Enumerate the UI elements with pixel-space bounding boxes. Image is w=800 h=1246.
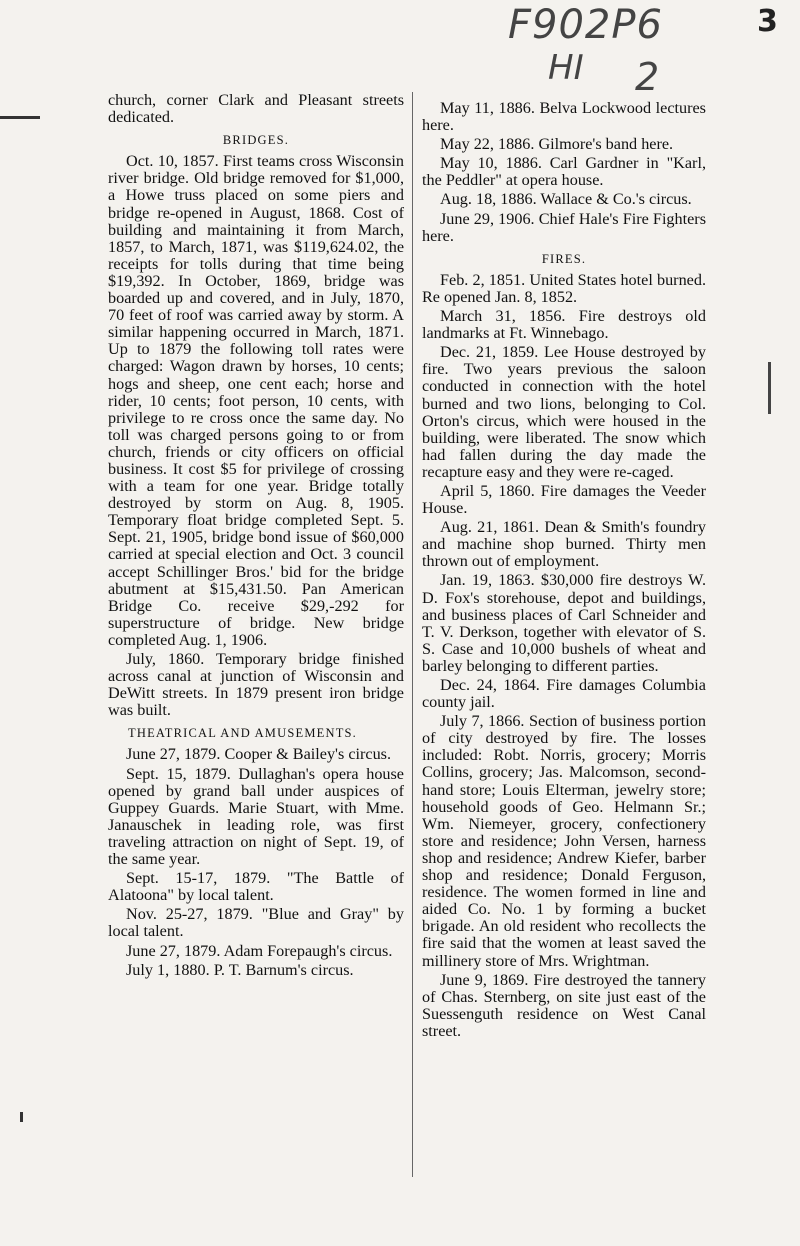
paragraph: Sept. 15-17, 1879. "The Battle of Alatoona" by local talent. — [108, 869, 404, 905]
paragraph: March 31, 1856. Fire destroys old landmarks at Ft. Winnebago. — [422, 307, 706, 343]
handwritten-number: 2 — [635, 55, 660, 99]
section-heading-theatrical: THEATRICAL AND AMUSEMENTS. — [128, 726, 358, 741]
handwritten-reference: F902P6 — [508, 2, 663, 48]
column-divider — [412, 92, 413, 1177]
paragraph: Oct. 10, 1857. First teams cross Wisconsin river bridge. Old bridge removed for $1,000, a Howe truss placed on some piers and bridge re-opened in August, 1868. Cost of building and maintaining it from March, 1857, to March, 1871, was $119,624.02, the receipts for tolls during that time being $19,392. In October, 1869, bridge was boarded up and covered, and in July, 1870, 70 feet of roof was carried away by storm. A similar happening occurred in March, 1871. Up to 1879 the following toll rates were charged: Wagon drawn by horses, 10 cents; hogs and sheep, one cent each; horse and rider, 10 cents; foot person, 10 cents, with privilege to re cross once the same day. No toll was charged persons going to or from church, friends or city officers on official business. It cost $5 for privilege of crossing with a team for one year. Bridge totally destroyed by storm on Aug. 8, 1905. Temporary float bridge completed Sept. 5. Sept. 21, 1905, bridge bond issue of $60,000 carried at special election and Oct. 3 council accept Schillinger Bros.' bid for the bridge abutment at $15,431.50. Pan American Bridge Co. receive $29,-292 for superstructure of bridge. New bridge completed Aug. 1, 1906. — [108, 152, 404, 649]
paragraph: June 27, 1879. Adam Forepaugh's circus. — [126, 941, 393, 960]
paragraph: June 27, 1879. Cooper & Bailey's circus. — [126, 745, 392, 764]
paragraph: June 29, 1906. Chief Hale's Fire Fighters here. — [422, 209, 706, 245]
page-number: 3 — [757, 4, 778, 39]
section-heading-fires: FIRES. — [541, 251, 587, 266]
margin-mark — [0, 116, 40, 119]
paragraph: Feb. 2, 1851. United States hotel burned. Re opened Jan. 8, 1852. — [422, 270, 706, 306]
paragraph: Sept. 15, 1879. Dullaghan's opera house opened by grand ball under auspices of Guppey Guards. Marie Stuart, with Mme. Janauschek in leading role, was first traveling attraction on night of Sept. 19, of the same year. — [108, 764, 404, 869]
right-column — [422, 100, 706, 1042]
paragraph: July, 1860. Temporary bridge finished across canal at junction of Wisconsin and DeWitt streets. In 1879 present iron bridge was built. — [108, 650, 404, 720]
handwritten-code: HI — [548, 48, 584, 88]
paragraph: Jan. 19, 1863. $30,000 fire destroys W. D. Fox's storehouse, depot and buildings, and business places of Carl Schneider and T. V. Derkson, together with elevator of S. S. Case and 10,000 bushels of wheat and barley belonging to different parties. — [422, 571, 706, 675]
paragraph: church, corner Clark and Pleasant streets dedicated. — [108, 91, 404, 127]
paragraph: April 5, 1860. Fire damages the Veeder House. — [422, 481, 706, 518]
paragraph: June 9, 1869. Fire destroyed the tannery of Chas. Sternberg, on site just east of the Suessenguth residence on West Canal street. — [422, 970, 706, 1040]
paragraph: Aug. 21, 1861. Dean & Smith's foundry and machine shop burned. Thirty men thrown out of employment. — [422, 518, 706, 571]
paragraph: Aug. 18, 1886. Wallace & Co.'s circus. — [440, 190, 692, 209]
paragraph: July 7, 1866. Section of business portion of city destroyed by fire. The losses included: Robt. Norris, grocery; Morris Collins, grocery; Jas. Malcomson, second-hand store; Louis Elterman, jewelry store; household goods of Geo. Helmann Sr.; Wm. Niemeyer, grocery, confectionery store and residence; John Versen, harness shop and residence; Andrew Kiefer, barber shop and residence; Donald Ferguson, residence. The women formed in line and aided Co. No. 1 by forming a bucket brigade. An old resident who recollects the fire said that the women at least saved the millinery store of Mrs. Wrightman. — [422, 712, 706, 970]
paragraph: May 22, 1886. Gilmore's band here. — [440, 135, 674, 154]
margin-mark — [20, 1112, 39, 1122]
section-heading-bridges: BRIDGES. — [222, 133, 290, 148]
paragraph: Dec. 24, 1864. Fire damages Columbia county jail. — [422, 676, 706, 712]
paragraph: July 1, 1880. P. T. Barnum's circus. — [126, 960, 354, 979]
paragraph: May 11, 1886. Belva Lockwood lectures here. — [422, 99, 706, 135]
left-column — [108, 92, 404, 981]
margin-mark — [768, 362, 771, 414]
paragraph: May 10, 1886. Carl Gardner in "Karl, the Peddler" at opera house. — [422, 154, 706, 190]
paragraph: Nov. 25-27, 1879. "Blue and Gray" by local talent. — [108, 905, 404, 941]
paragraph: Dec. 21, 1859. Lee House destroyed by fire. Two years previous the saloon conducted in connection with the hotel burned and two lions, belonging to Col. Orton's circus, which were housed in the building, were liberated. The snow which had fallen during the day made the recapture easy and they were re-caged. — [422, 343, 706, 481]
